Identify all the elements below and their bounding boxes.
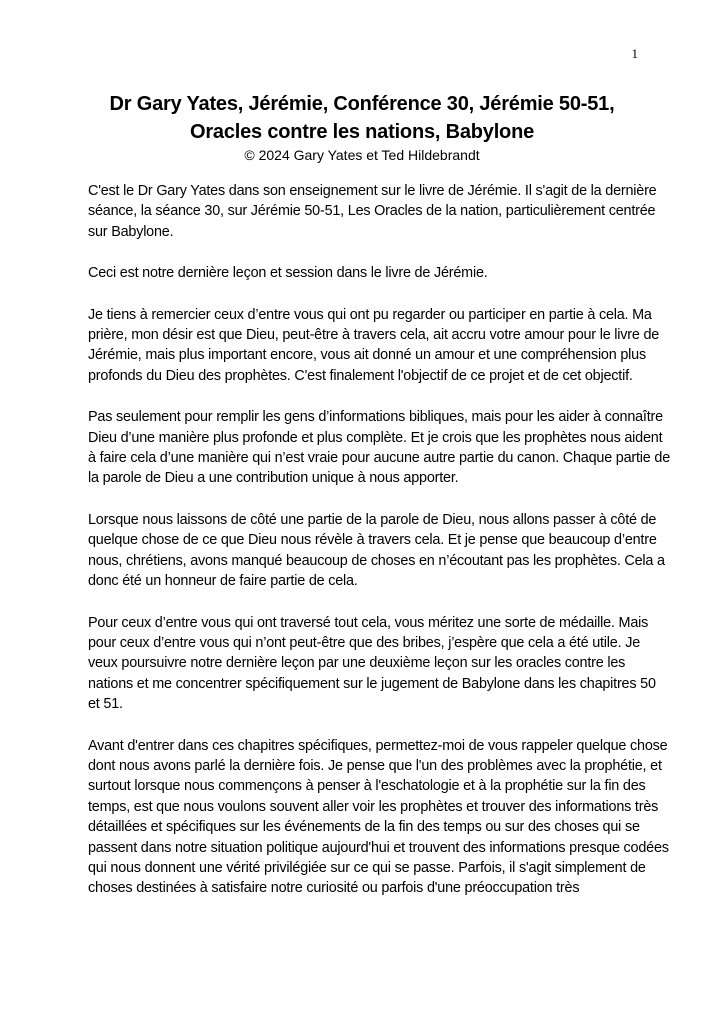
title-line-1: Dr Gary Yates, Jérémie, Conférence 30, Jérémie 50-51,	[109, 93, 615, 115]
page-number: 1	[631, 46, 638, 61]
document-header	[60, 90, 664, 165]
document-body	[88, 181, 670, 920]
document-title	[60, 90, 664, 146]
paragraph: Ceci est notre dernière leçon et session dans le livre de Jérémie.	[88, 265, 488, 282]
paragraph: Pas seulement pour remplir les gens d’informations bibliques, mais pour les aider à connaître Dieu d’une manière plus profonde et plus complète. Et je crois que les prophètes nous aident à faire cela d’une manière qui n’est vraie pour aucune autre partie du canon. Chaque partie de la parole de Dieu a une contribution unique à nous apporter.	[88, 409, 671, 487]
paragraph: C'est le Dr Gary Yates dans son enseignement sur le livre de Jérémie. Il s'agit de la dernière séance, la séance 30, sur Jérémie 50-51, Les Oracles de la nation, particulièrement centrée sur Babylone.	[88, 183, 657, 240]
copyright-notice: © 2024 Gary Yates et Ted Hildebrandt	[244, 147, 480, 163]
title-line-2: Oracles contre les nations, Babylone	[189, 121, 535, 143]
paragraph: Lorsque nous laissons de côté une partie de la parole de Dieu, nous allons passer à côté de quelque chose de ce que Dieu nous révèle à travers cela. Et je pense que beaucoup d’entre nous, chrétiens, avons manqué beaucoup de choses en n’écoutant pas les prophètes. Cela a donc été un honneur de faire partie de cela.	[88, 511, 665, 590]
paragraph: Je tiens à remercier ceux d’entre vous qui ont pu regarder ou participer en partie à cela. Ma prière, mon désir est que Dieu, peut-être à travers cela, ait accru votre amour pour le livre de Jérémie, mais plus important encore, vous ait donné un amour et une compréhension plus profonds du Dieu des prophètes. C'est finalement l'objectif de ce projet et de cet objectif.	[88, 306, 660, 384]
paragraph: Pour ceux d’entre vous qui ont traversé tout cela, vous méritez une sorte de médaille. Mais pour ceux d’entre vous qui n’ont peut-être que des bribes, j’espère que cela a été utile. Je veux poursuivre notre dernière leçon par une deuxième leçon sur les oracles contre les nations et me concentrer spécifiquement sur le jugement de Babylone dans les chapitres 50 et 51.	[88, 614, 656, 713]
paragraph: Avant d'entrer dans ces chapitres spécifiques, permettez-moi de vous rappeler quelque chose dont nous avons parlé la dernière fois. Je pense que l'un des problèmes avec la prophétie, et surtout lorsque nous commençons à penser à l'eschatologie et à la prophétie sur la fin des temps, est que nous voulons souvent aller voir les prophètes et trouver des informations très détaillées et spécifiques sur les événements de la fin des temps ou sur des choses qui se passent dans notre situation politique aujourd'hui et trouvent des informations presque codées qui nous donnent une vérité privilégiée sur ce qui se passe. Parfois, il s'agit simplement de choses destinées à satisfaire notre curiosité ou parfois d'une préoccupation très	[88, 737, 669, 897]
